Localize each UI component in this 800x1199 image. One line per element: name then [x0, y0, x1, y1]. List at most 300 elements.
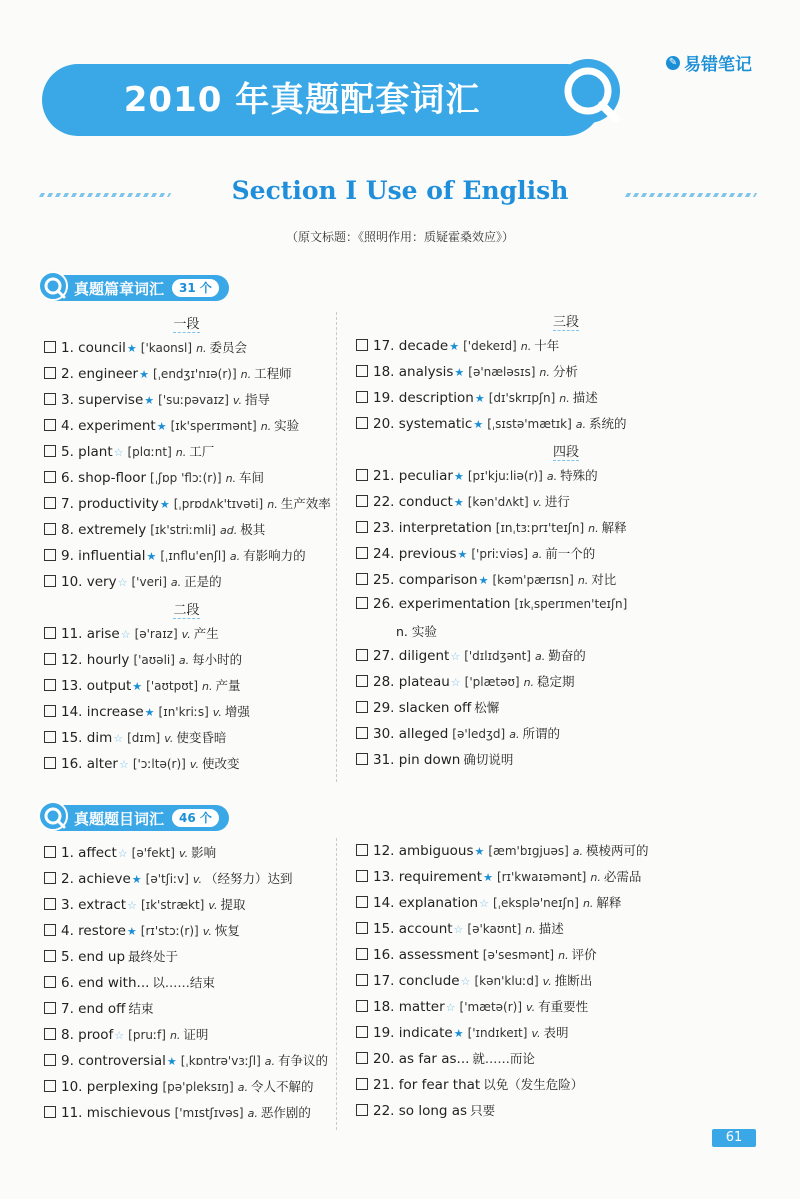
meaning: 推断出	[554, 973, 593, 988]
checkbox[interactable]	[356, 365, 368, 377]
entry-continuation: n. 实验	[396, 624, 437, 639]
checkbox[interactable]	[44, 705, 56, 717]
part-of-speech: n.	[577, 574, 589, 587]
meaning: 前一个的	[545, 546, 596, 561]
checkbox[interactable]	[44, 679, 56, 691]
pill-count: 46 个	[172, 809, 219, 827]
part-of-speech: v.	[189, 758, 199, 771]
part-of-speech: a.	[247, 1107, 258, 1120]
checkbox[interactable]	[356, 1052, 368, 1064]
vocab-entry	[44, 650, 329, 676]
entry-word: 19. description	[373, 390, 474, 406]
part-of-speech: v.	[164, 732, 174, 745]
phonetic: [dɪm]	[127, 731, 161, 745]
checkbox[interactable]	[44, 341, 56, 353]
entry-word: 3. extract	[61, 897, 127, 913]
entry-word: 23. interpretation	[373, 520, 492, 536]
part-of-speech: a.	[229, 550, 241, 563]
checkbox[interactable]	[356, 573, 368, 585]
entry-word: 21. peculiar	[373, 468, 453, 484]
vocab-entry	[356, 698, 776, 724]
part-of-speech: n.	[523, 676, 535, 689]
meaning: 结束	[128, 1001, 154, 1016]
meaning: 使变昏暗	[176, 730, 227, 745]
vocab-entry	[44, 468, 329, 494]
checkbox[interactable]	[356, 597, 368, 609]
entry-word: 29. slacken off	[373, 700, 472, 716]
part-of-speech: a.	[178, 654, 190, 667]
entry-word: 14. increase	[61, 704, 144, 720]
magnifier-icon	[552, 55, 628, 131]
phonetic: [pə'pleksɪŋ]	[162, 1080, 234, 1094]
vocab-entry	[44, 676, 329, 702]
checkbox[interactable]	[44, 846, 56, 858]
vocab-entry	[44, 1103, 329, 1129]
part-of-speech: v.	[181, 628, 191, 641]
entry-word: 8. proof	[61, 1027, 114, 1043]
part-of-speech: v.	[542, 975, 552, 988]
entry-word: 7. productivity	[61, 496, 159, 512]
phonetic: [pɪ'kjuːliə(r)]	[467, 469, 543, 483]
passage-vocab-right-column	[356, 310, 776, 776]
part-of-speech: n.	[225, 472, 237, 485]
star-icon: ★	[453, 470, 464, 483]
checkbox[interactable]	[356, 727, 368, 739]
checkbox[interactable]	[356, 675, 368, 687]
star-icon: ★	[473, 418, 484, 431]
checkbox[interactable]	[356, 896, 368, 908]
entry-word: 6. shop-floor	[61, 470, 147, 486]
part-of-speech: v.	[208, 899, 218, 912]
checkbox[interactable]	[356, 1078, 368, 1090]
meaning: 分析	[552, 364, 578, 379]
part-of-speech: v.	[178, 847, 189, 860]
phonetic: [ɪk'sperɪmənt]	[170, 419, 257, 433]
checkbox[interactable]	[356, 1026, 368, 1038]
pill-count: 31 个	[172, 279, 219, 297]
paragraph-label	[44, 312, 329, 338]
vocab-entry	[356, 971, 776, 997]
part-of-speech: a.	[237, 1081, 248, 1094]
star-icon: ★	[132, 680, 143, 693]
entry-word: 5. plant	[61, 444, 113, 460]
phonetic: [ə'ledʒd]	[452, 727, 506, 741]
meaning: 对比	[591, 572, 617, 587]
part-of-speech: n.	[520, 340, 532, 353]
vocab-entry	[44, 364, 329, 390]
checkbox[interactable]	[356, 948, 368, 960]
checkbox[interactable]	[356, 649, 368, 661]
star-icon: ★	[454, 366, 465, 379]
entry-word: 13. output	[61, 678, 132, 694]
vocab-entry	[356, 466, 776, 492]
meaning: 有争议的	[278, 1053, 329, 1068]
vocab-entry	[44, 754, 329, 780]
phonetic: ['ɔːltə(r)]	[132, 757, 186, 771]
vocab-entry	[356, 1049, 776, 1075]
passage-vocab-pill	[42, 275, 229, 301]
checkbox[interactable]	[356, 1104, 368, 1116]
page-title: 2010 年真题配套词汇	[123, 80, 481, 120]
question-vocab-right-column	[356, 841, 776, 1127]
star-icon: ★	[126, 342, 137, 355]
meaning: 以……结束	[152, 975, 215, 990]
checkbox[interactable]	[356, 495, 368, 507]
part-of-speech: a.	[575, 418, 587, 431]
checkbox[interactable]	[356, 469, 368, 481]
meaning: 描述	[572, 390, 598, 405]
meaning: 进行	[544, 494, 570, 509]
star-outline-icon: ☆	[445, 1001, 456, 1014]
star-icon: ★	[166, 1055, 177, 1068]
vocab-entry	[356, 596, 776, 622]
phonetic: [kəm'pærɪsn]	[492, 573, 574, 587]
checkbox[interactable]	[44, 731, 56, 743]
phonetic: ['dekeɪd]	[463, 339, 517, 353]
meaning: 表明	[543, 1025, 569, 1040]
phonetic: ['dɪlɪdʒənt]	[464, 649, 531, 663]
phonetic: ['mætə(r)]	[459, 1000, 523, 1014]
star-outline-icon: ☆	[114, 1029, 125, 1042]
checkbox[interactable]	[44, 898, 56, 910]
star-outline-icon: ☆	[117, 847, 128, 860]
checkbox[interactable]	[356, 974, 368, 986]
phonetic: ['aʊtpʊt]	[146, 679, 199, 693]
part-of-speech: a.	[572, 845, 584, 858]
phonetic: ['plætəʊ]	[464, 675, 520, 689]
meaning: 十年	[534, 338, 560, 353]
paragraph-label	[356, 310, 776, 336]
phonetic: ['aʊəli]	[133, 653, 175, 667]
star-icon: ★	[453, 496, 464, 509]
page-number: 61	[712, 1129, 756, 1147]
vocab-entry	[356, 414, 776, 440]
vocab-entry	[44, 973, 329, 999]
checkbox[interactable]	[44, 976, 56, 988]
checkbox[interactable]	[356, 870, 368, 882]
meaning: 系统的	[589, 416, 627, 431]
phonetic: [æm'bɪgjuəs]	[488, 844, 569, 858]
part-of-speech: n.	[169, 1029, 181, 1042]
paragraph-label-text: 四段	[552, 445, 579, 460]
part-of-speech: a.	[534, 650, 546, 663]
part-of-speech: n.	[582, 897, 594, 910]
phonetic: [ɪkˌsperɪmen'teɪʃn]	[514, 597, 628, 611]
entry-word: 19. indicate	[373, 1025, 453, 1041]
star-outline-icon: ☆	[479, 897, 489, 910]
entry-word: 11. mischievous	[61, 1105, 171, 1121]
checkbox[interactable]	[44, 445, 56, 457]
entry-word: 10. perplexing	[61, 1079, 159, 1095]
star-icon: ★	[457, 548, 468, 561]
part-of-speech: n.	[196, 342, 207, 355]
part-of-speech: v.	[526, 1001, 536, 1014]
star-icon: ★	[126, 925, 137, 938]
meaning: 有影响力的	[243, 548, 306, 563]
checkbox[interactable]	[356, 844, 368, 856]
magnifier-icon	[38, 271, 70, 303]
checkbox[interactable]	[356, 547, 368, 559]
vocab-entry	[356, 919, 776, 945]
vocab-entry	[356, 945, 776, 971]
brand-text: 易错笔记	[684, 55, 752, 75]
vocab-entry	[356, 570, 776, 596]
phonetic: ['mɪstʃɪvəs]	[174, 1106, 244, 1120]
star-outline-icon: ☆	[117, 576, 128, 589]
entry-word: 1. council	[61, 340, 126, 356]
entry-word: 9. influential	[61, 548, 146, 564]
phonetic: [plɑːnt]	[127, 445, 172, 459]
part-of-speech: n.	[202, 680, 213, 693]
star-outline-icon: ☆	[450, 650, 461, 663]
checkbox[interactable]	[356, 701, 368, 713]
star-icon: ★	[483, 871, 493, 884]
entry-word: 9. controversial	[61, 1053, 166, 1069]
meaning: 最终处于	[128, 949, 179, 964]
star-icon: ★	[478, 574, 489, 587]
vocab-entry	[356, 1101, 776, 1127]
phonetic: [rɪ'kwaɪəmənt]	[496, 870, 587, 884]
part-of-speech: n.	[588, 522, 599, 535]
meaning: 令人不解的	[250, 1079, 314, 1094]
vocab-entry	[44, 416, 329, 442]
meaning: 有重要性	[538, 999, 589, 1014]
paragraph-label-text: 一段	[173, 317, 200, 332]
phonetic: [ɪn'kriːs]	[158, 705, 209, 719]
meaning: 以免（发生危险）	[483, 1077, 584, 1092]
checkbox[interactable]	[44, 1028, 56, 1040]
checkbox[interactable]	[44, 1106, 56, 1118]
entry-word: 21. for fear that	[373, 1077, 481, 1093]
entry-word: 4. restore	[61, 923, 126, 939]
checkbox[interactable]	[44, 653, 56, 665]
vocab-entry	[44, 572, 329, 598]
vocab-entry	[356, 672, 776, 698]
checkbox[interactable]	[356, 922, 368, 934]
vocab-entry	[356, 841, 776, 867]
checkbox[interactable]	[44, 523, 56, 535]
entry-word: 8. extremely	[61, 522, 147, 538]
phonetic: ['ɪndɪkeɪt]	[467, 1026, 528, 1040]
star-outline-icon: ☆	[120, 628, 131, 641]
checkbox[interactable]	[44, 627, 56, 639]
meaning: 工厂	[189, 444, 215, 459]
entry-word: 28. plateau	[373, 674, 450, 690]
phonetic: ['kaonsl]	[140, 341, 193, 355]
meaning: 描述	[538, 921, 564, 936]
phonetic: [ə'fekt]	[131, 846, 175, 860]
column-divider	[336, 838, 337, 1130]
meaning: 正是的	[184, 574, 222, 589]
vocab-entry	[44, 947, 329, 973]
meaning: 证明	[183, 1027, 209, 1042]
checkbox[interactable]	[44, 924, 56, 936]
star-outline-icon: ☆	[118, 758, 129, 771]
vocab-entry	[44, 546, 329, 572]
entry-word: 14. explanation	[373, 895, 479, 911]
vocab-entry	[44, 520, 329, 546]
vocab-entry	[356, 997, 776, 1023]
checkbox[interactable]	[356, 417, 368, 429]
section-subtitle: （原文标题：《照明作用：质疑霍桑效应》）	[285, 230, 514, 244]
meaning: 影响	[191, 845, 217, 860]
meaning: 解释	[601, 520, 627, 535]
phonetic: [ɪnˌtɜːprɪ'teɪʃn]	[495, 521, 585, 535]
checkbox[interactable]	[44, 872, 56, 884]
star-icon: ★	[146, 550, 157, 563]
vocab-entry	[356, 893, 776, 919]
phonetic: [ə'sesmənt]	[482, 948, 555, 962]
checkbox[interactable]	[44, 497, 56, 509]
phonetic: ['priːviəs]	[471, 547, 529, 561]
star-icon: ★	[449, 340, 460, 353]
pill-label: 真题题目词汇	[74, 809, 165, 828]
checkbox[interactable]	[44, 757, 56, 769]
entry-word: 16. alter	[61, 756, 118, 772]
entry-word: 22. conduct	[373, 494, 453, 510]
checkbox[interactable]	[356, 1000, 368, 1012]
part-of-speech: v.	[192, 873, 203, 886]
title-banner	[42, 64, 602, 136]
phonetic: [ˌʃɒp 'flɔː(r)]	[150, 471, 222, 485]
phonetic: [ˌɪnflu'enʃl]	[160, 549, 226, 563]
part-of-speech: v.	[531, 1027, 541, 1040]
entry-word: 10. very	[61, 574, 117, 590]
checkbox[interactable]	[44, 419, 56, 431]
meaning: （经努力）达到	[205, 871, 293, 886]
entry-word: 12. hourly	[61, 652, 130, 668]
star-icon: ★	[144, 394, 155, 407]
star-icon: ★	[131, 873, 142, 886]
star-icon: ★	[144, 706, 155, 719]
checkbox[interactable]	[356, 339, 368, 351]
star-icon: ★	[453, 1027, 464, 1040]
checkbox[interactable]	[44, 393, 56, 405]
entry-word: 24. previous	[373, 546, 457, 562]
checkbox[interactable]	[44, 950, 56, 962]
entry-word: 3. supervise	[61, 392, 144, 408]
entry-word: 7. end off	[61, 1001, 126, 1017]
vocab-entry	[44, 843, 329, 869]
vocab-entry	[44, 702, 329, 728]
checkbox[interactable]	[44, 367, 56, 379]
vocab-entry	[44, 1025, 329, 1051]
part-of-speech: n.	[558, 949, 569, 962]
vocab-entry	[44, 869, 329, 895]
meaning: 每小时的	[192, 652, 243, 667]
entry-word: 2. achieve	[61, 871, 131, 887]
phonetic: [kən'dʌkt]	[467, 495, 529, 509]
checkbox[interactable]	[356, 391, 368, 403]
entry-word: 26. experimentation	[373, 596, 511, 612]
magnifier-icon	[38, 801, 70, 833]
vocab-entry	[44, 1077, 329, 1103]
part-of-speech: n.	[590, 871, 601, 884]
entry-word: 2. engineer	[61, 366, 139, 382]
vocab-entry	[44, 494, 329, 520]
meaning: 使改变	[201, 756, 240, 771]
checkbox[interactable]	[356, 753, 368, 765]
star-outline-icon: ☆	[127, 899, 137, 912]
meaning: 恢复	[214, 923, 240, 938]
entry-word: 6. end with...	[61, 975, 150, 991]
vocab-entry	[44, 390, 329, 416]
entry-word: 27. diligent	[373, 648, 450, 664]
entry-word: 4. experiment	[61, 418, 156, 434]
checkbox[interactable]	[44, 1080, 56, 1092]
star-outline-icon: ☆	[113, 446, 124, 459]
star-icon: ★	[474, 845, 485, 858]
part-of-speech: v.	[232, 394, 243, 407]
vocab-entry	[356, 646, 776, 672]
paragraph-label	[356, 440, 776, 466]
meaning: 恶作剧的	[260, 1105, 311, 1120]
vocab-entry	[44, 624, 329, 650]
meaning: 提取	[220, 897, 246, 912]
checkbox[interactable]	[44, 549, 56, 561]
meaning: 勤奋的	[548, 648, 586, 663]
checkbox[interactable]	[44, 575, 56, 587]
entry-word: 11. arise	[61, 626, 120, 642]
entry-word: 31. pin down	[373, 752, 461, 768]
meaning: 生产效率	[280, 496, 331, 511]
entry-word: 5. end up	[61, 949, 126, 965]
part-of-speech: a.	[509, 728, 520, 741]
meaning: 确切说明	[463, 752, 514, 767]
part-of-speech: v.	[532, 496, 542, 509]
meaning: 实验	[274, 418, 300, 433]
meaning: 必需品	[603, 869, 642, 884]
checkbox[interactable]	[356, 521, 368, 533]
phonetic: [pruːf]	[128, 1028, 166, 1042]
phonetic: [rɪ'stɔː(r)]	[140, 924, 199, 938]
entry-word: 15. account	[373, 921, 453, 937]
vocab-entry	[44, 1051, 329, 1077]
pill-label: 真题篇章词汇	[74, 279, 165, 298]
phonetic: ['veri]	[131, 575, 167, 589]
meaning: 极其	[240, 522, 266, 537]
entry-word: 16. assessment	[373, 947, 479, 963]
vocab-entry	[356, 750, 776, 776]
phonetic: [dɪ'skrɪpʃn]	[488, 391, 556, 405]
phonetic: [ə'kaʊnt]	[467, 922, 522, 936]
paragraph-label-text: 二段	[173, 603, 200, 618]
meaning: 产量	[215, 678, 241, 693]
checkbox[interactable]	[44, 1002, 56, 1014]
part-of-speech: a.	[170, 576, 182, 589]
question-vocab-pill	[42, 805, 229, 831]
vocab-entry	[44, 921, 329, 947]
phonetic: [ˌendʒɪ'nɪə(r)]	[152, 367, 237, 381]
phonetic: [ə'tʃiːv]	[145, 872, 189, 886]
checkbox[interactable]	[44, 1054, 56, 1066]
vocab-entry	[356, 362, 776, 388]
vocab-entry	[356, 1023, 776, 1049]
entry-word: 25. comparison	[373, 572, 478, 588]
column-divider	[336, 312, 337, 782]
part-of-speech: a.	[532, 548, 543, 561]
meaning: 模棱两可的	[586, 843, 649, 858]
entry-word: 18. analysis	[373, 364, 454, 380]
part-of-speech: ad.	[219, 524, 238, 537]
star-icon: ★	[156, 420, 167, 433]
meaning: 稳定期	[537, 674, 575, 689]
meaning: 产生	[193, 626, 219, 641]
checkbox[interactable]	[44, 471, 56, 483]
phonetic: [ə'næləsɪs]	[468, 365, 536, 379]
star-outline-icon: ☆	[113, 732, 124, 745]
meaning: 委员会	[209, 340, 248, 355]
